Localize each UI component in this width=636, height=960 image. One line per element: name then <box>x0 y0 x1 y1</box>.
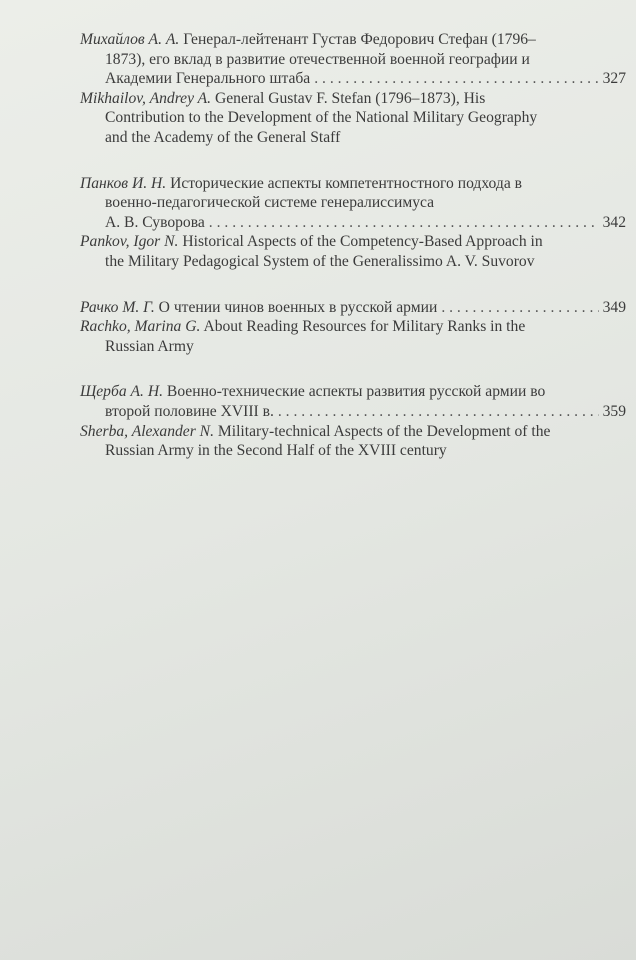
page-number: 349 <box>602 298 626 316</box>
title-text: Contribution to the Development of the National Military Geography <box>105 109 538 127</box>
toc-line <box>80 213 626 233</box>
dot-leader <box>278 402 599 422</box>
author-name: Панков И. Н. <box>80 174 167 192</box>
toc-entry <box>80 298 626 357</box>
title-text: 1873), его вклад в развитие отечественной военной географии и <box>105 50 530 68</box>
line-text <box>105 402 274 422</box>
toc-line <box>80 193 626 213</box>
line-text <box>80 233 543 250</box>
line-text <box>80 31 536 48</box>
author-name: Mikhailov, Andrey A. <box>80 89 212 107</box>
toc-line <box>80 317 626 337</box>
toc-line <box>80 30 626 50</box>
title-text: Исторические аспекты компетентностного подхода в <box>170 174 523 192</box>
toc-line <box>80 402 626 422</box>
toc-line <box>80 337 626 357</box>
dot-leader <box>314 69 598 89</box>
toc-line <box>80 69 626 89</box>
title-text: About Reading Resources for Military Ranks in the <box>203 318 526 336</box>
author-name: Pankov, Igor N. <box>80 233 179 251</box>
line-text <box>105 213 205 233</box>
author-name: Rachko, Marina G. <box>80 318 201 336</box>
line-text <box>80 298 437 318</box>
page-number: 342 <box>602 213 626 231</box>
title-text: Военно-технические аспекты развития русской армии во <box>166 383 546 401</box>
title-text: General Gustav F. Stefan (1796–1873), His <box>214 89 486 107</box>
title-text: Military-technical Aspects of the Development of the <box>217 422 551 440</box>
title-text: Russian Army in the Second Half of the XVIII century <box>105 442 447 460</box>
toc-line <box>80 382 626 402</box>
title-text: Генерал-лейтенант Густав Федорович Стефан (1796– <box>183 31 536 48</box>
title-text: второй половине XVIII в. <box>105 402 274 420</box>
line-text <box>105 129 340 146</box>
toc-line <box>80 298 626 318</box>
table-of-contents <box>80 30 626 487</box>
line-text <box>80 383 545 400</box>
toc-line <box>80 232 626 252</box>
toc-entry <box>80 382 626 460</box>
toc-entry <box>80 174 626 272</box>
title-text: and the Academy of the General Staff <box>105 128 341 146</box>
author-name: Михайлов А. А. <box>80 31 180 48</box>
title-text: Historical Aspects of the Competency-Based Approach in <box>182 233 543 251</box>
line-text <box>80 90 485 107</box>
toc-entry <box>80 30 626 148</box>
title-text: военно-педагогической системе генералиссимуса <box>105 194 435 212</box>
line-text <box>80 318 525 335</box>
toc-line <box>80 252 626 272</box>
line-text <box>105 69 310 89</box>
toc-line <box>80 128 626 148</box>
toc-line <box>80 89 626 109</box>
toc-line <box>80 108 626 128</box>
dot-leader <box>441 298 598 318</box>
page-number: 327 <box>602 70 626 88</box>
author-name: Щерба А. Н. <box>80 383 164 401</box>
dot-leader <box>209 213 599 233</box>
line-text <box>105 51 530 68</box>
toc-line <box>80 50 626 70</box>
line-text <box>80 423 550 440</box>
toc-line <box>80 422 626 442</box>
author-name: Рачко М. Г. <box>80 298 155 316</box>
title-text: А. В. Суворова <box>105 213 205 231</box>
title-text: О чтении чинов военных в русской армии <box>158 298 438 316</box>
page-number: 359 <box>602 402 626 420</box>
line-text <box>105 194 434 211</box>
author-name: Sherba, Alexander N. <box>80 422 214 440</box>
line-text <box>105 109 537 126</box>
toc-line <box>80 441 626 461</box>
line-text <box>105 338 194 355</box>
line-text <box>105 442 447 459</box>
title-text: Russian Army <box>105 337 194 355</box>
line-text <box>105 253 535 270</box>
title-text: the Military Pedagogical System of the Generalissimo A. V. Suvorov <box>105 252 535 270</box>
title-text: Академии Генерального штаба <box>105 70 311 88</box>
line-text <box>80 175 522 192</box>
toc-line <box>80 174 626 194</box>
